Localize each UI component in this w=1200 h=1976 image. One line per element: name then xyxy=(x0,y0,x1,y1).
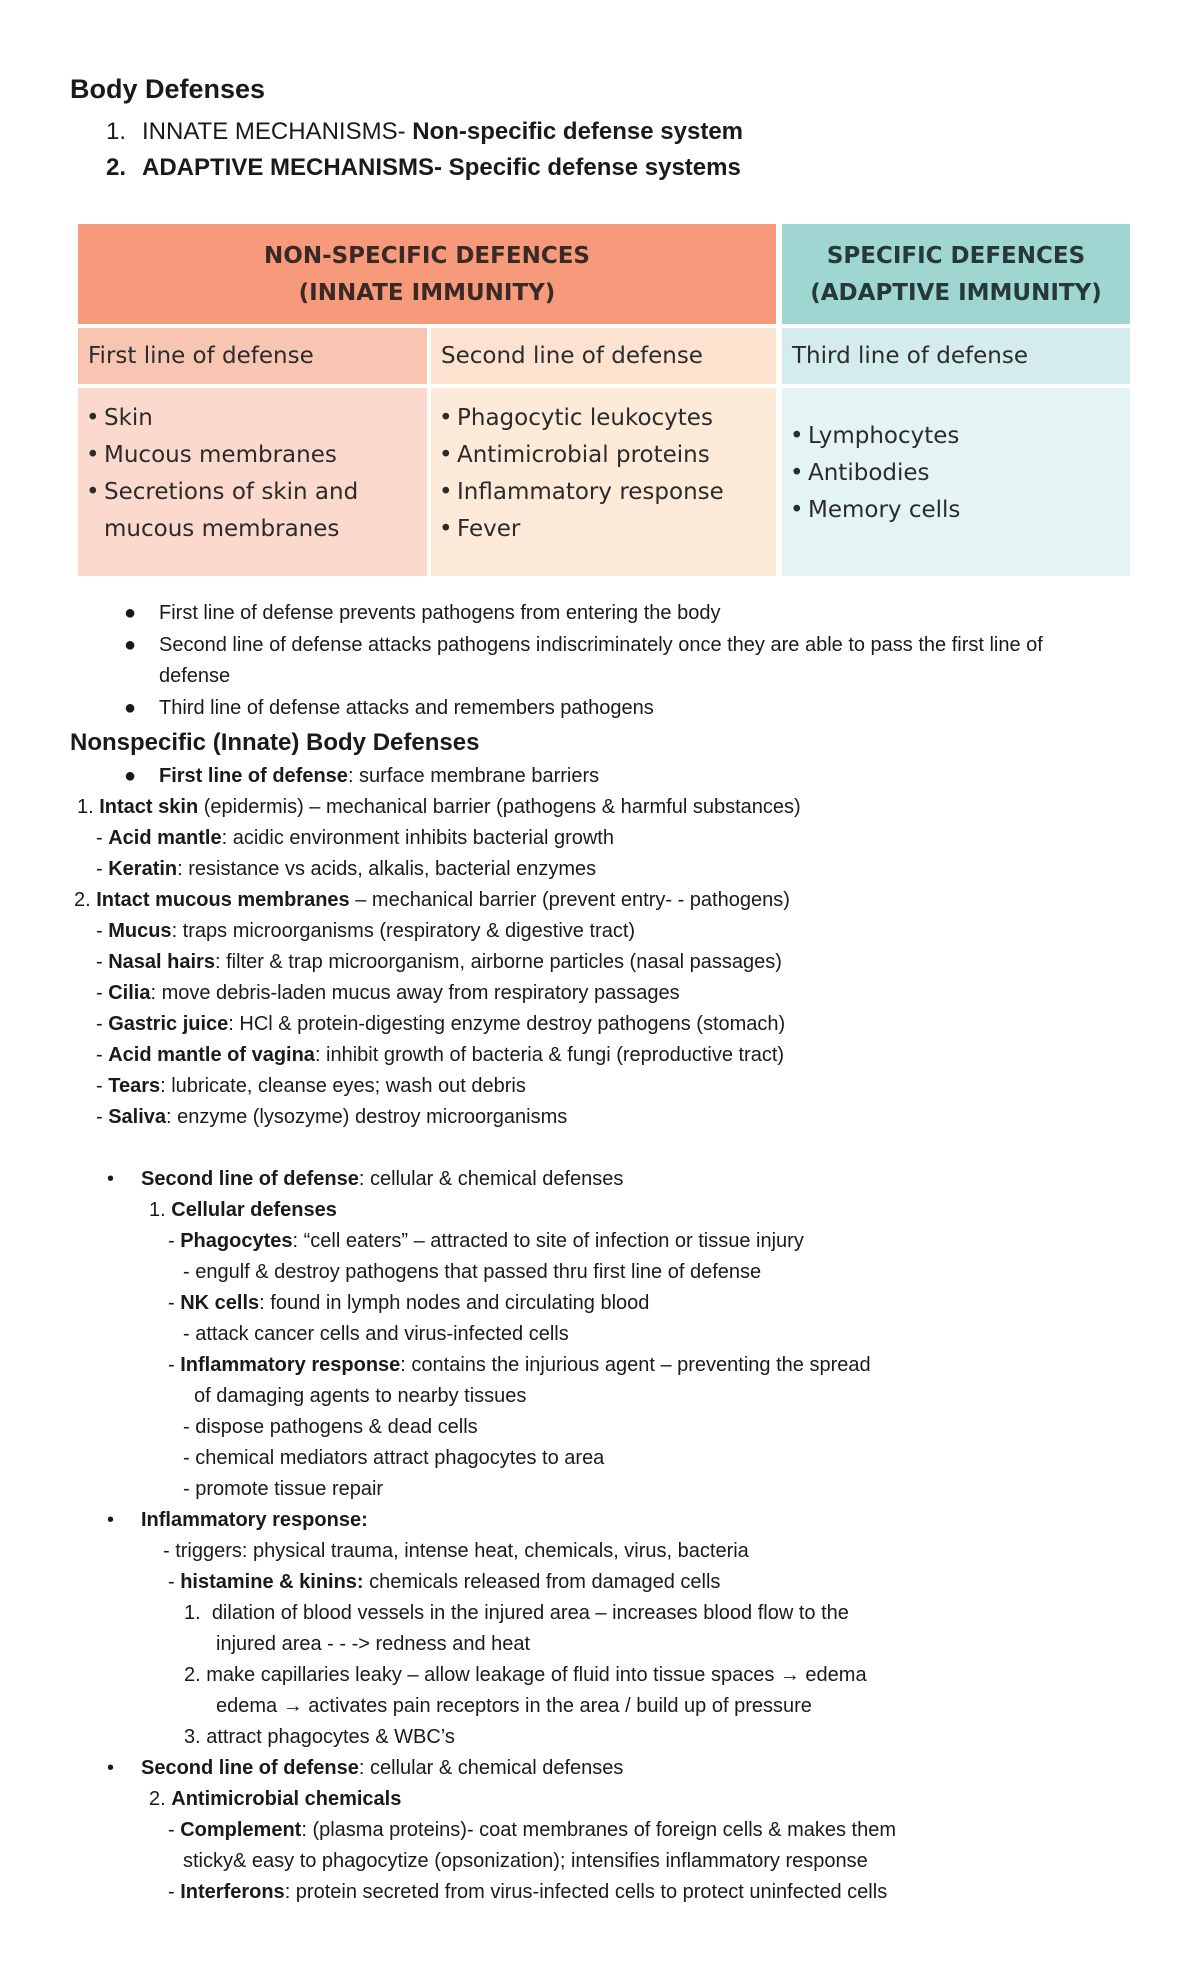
saliva: - Saliva: enzyme (lysozyme) destroy microorganisms xyxy=(96,1106,568,1128)
acid-mantle-vagina: - Acid mantle of vagina: inhibit growth of bacteria & fungi (reproductive tract) xyxy=(96,1044,785,1066)
nonspecific-header: NON-SPECIFIC DEFENCES (INNATE IMMUNITY) xyxy=(78,224,776,324)
cellular-defenses: 1. Cellular defenses xyxy=(149,1199,337,1221)
third-line-items xyxy=(782,388,1130,576)
effect-2-cont: edema → activates pain receptors in the area / build up of pressure xyxy=(216,1695,812,1717)
tears: - Tears: lubricate, cleanse eyes; wash out debris xyxy=(96,1075,526,1097)
acid-mantle: - Acid mantle: acidic environment inhibits bacterial growth xyxy=(96,827,614,849)
nasal-hairs: - Nasal hairs: filter & trap microorganism, airborne particles (nasal passages) xyxy=(96,951,782,973)
inflammatory-heading: Inflammatory response: xyxy=(141,1509,368,1531)
inflammatory-detail: - promote tissue repair xyxy=(183,1478,384,1500)
bullet-dot: • xyxy=(107,1509,115,1531)
bullet-dot: ● xyxy=(124,634,137,656)
list-item: • Fever xyxy=(431,511,776,548)
list-item: • Skin xyxy=(78,400,427,437)
summary-second-line-cont: defense xyxy=(159,665,231,687)
first-line-barriers: First line of defense: surface membrane barriers xyxy=(159,765,600,787)
summary-third-line: Third line of defense attacks and remembers pathogens xyxy=(159,697,654,719)
list-item: • Antimicrobial proteins xyxy=(431,437,776,474)
histamine-kinins: - histamine & kinins: chemicals released from damaged cells xyxy=(168,1571,721,1593)
list-item: • Memory cells xyxy=(782,492,1130,529)
bullet-dot: ● xyxy=(124,765,137,787)
phagocytes-detail: - engulf & destroy pathogens that passed thru first line of defense xyxy=(183,1261,762,1283)
intact-mucous-membranes: 2. Intact mucous membranes – mechanical barrier (prevent entry- - pathogens) xyxy=(74,889,790,911)
triggers: - triggers: physical trauma, intense heat, chemicals, virus, bacteria xyxy=(163,1540,749,1562)
inflammatory-response-cont: of damaging agents to nearby tissues xyxy=(194,1385,527,1407)
complement-cont: sticky& easy to phagocytize (opsonization); intensifies inflammatory response xyxy=(183,1850,868,1872)
list-item: 2. ADAPTIVE MECHANISMS- Specific defense systems xyxy=(106,154,741,181)
inflammatory-detail: - dispose pathogens & dead cells xyxy=(183,1416,478,1438)
effect-2: 2. make capillaries leaky – allow leakage of fluid into tissue spaces → edema xyxy=(184,1664,867,1686)
effect-1: 1. dilation of blood vessels in the injured area – increases blood flow to the xyxy=(184,1602,849,1624)
bullet-dot: • xyxy=(107,1168,115,1190)
list-item: 1. INNATE MECHANISMS- Non-specific defense system xyxy=(106,118,744,145)
list-item: • Phagocytic leukocytes xyxy=(431,400,776,437)
list-item-continuation: mucous membranes xyxy=(104,516,340,542)
second-line-items xyxy=(431,388,776,576)
second-line-heading-2: Second line of defense: cellular & chemical defenses xyxy=(141,1757,624,1779)
second-line-heading: Second line of defense: cellular & chemical defenses xyxy=(141,1168,624,1190)
complement: - Complement: (plasma proteins)- coat membranes of foreign cells & makes them xyxy=(168,1819,897,1841)
bullet-dot: • xyxy=(107,1757,115,1779)
first-line-title: First line of defense xyxy=(78,328,427,384)
gastric-juice: - Gastric juice: HCl & protein-digesting enzyme destroy pathogens (stomach) xyxy=(96,1013,786,1035)
summary-second-line: Second line of defense attacks pathogens indiscriminately once they are able to pass the first line of xyxy=(159,634,1043,656)
nonspecific-heading: Nonspecific (Innate) Body Defenses xyxy=(70,729,480,756)
list-item: • Inflammatory response xyxy=(431,474,776,511)
effect-1-cont: injured area - - -> redness and heat xyxy=(216,1633,531,1655)
bullet-dot: ● xyxy=(124,697,137,719)
list-item: • Antibodies xyxy=(782,455,1130,492)
defenses-table xyxy=(78,224,1130,576)
keratin: - Keratin: resistance vs acids, alkalis, bacterial enzymes xyxy=(96,858,597,880)
cilia: - Cilia: move debris-laden mucus away from respiratory passages xyxy=(96,982,680,1004)
phagocytes: - Phagocytes: “cell eaters” – attracted to site of infection or tissue injury xyxy=(168,1230,804,1252)
list-item: • Mucous membranes xyxy=(78,437,427,474)
mechanism-list xyxy=(106,114,743,186)
nk-cells-detail: - attack cancer cells and virus-infected cells xyxy=(183,1323,569,1345)
bullet-dot: ● xyxy=(124,602,137,624)
mucus: - Mucus: traps microorganisms (respiratory & digestive tract) xyxy=(96,920,636,942)
list-item: • Secretions of skin and xyxy=(78,474,427,511)
effect-3: 3. attract phagocytes & WBC’s xyxy=(184,1726,455,1748)
summary-first-line: First line of defense prevents pathogens from entering the body xyxy=(159,602,721,624)
third-line-title: Third line of defense xyxy=(782,328,1130,384)
second-line-title: Second line of defense xyxy=(431,328,776,384)
inflammatory-detail: - chemical mediators attract phagocytes to area xyxy=(183,1447,605,1469)
inflammatory-response-item: - Inflammatory response: contains the injurious agent – preventing the spread xyxy=(168,1354,871,1376)
first-line-items xyxy=(78,388,427,576)
document-title: Body Defenses xyxy=(70,74,266,104)
list-item: • Lymphocytes xyxy=(782,418,1130,455)
specific-header: SPECIFIC DEFENCES (ADAPTIVE IMMUNITY) xyxy=(782,224,1130,324)
nk-cells: - NK cells: found in lymph nodes and circulating blood xyxy=(168,1292,650,1314)
interferons: - Interferons: protein secreted from virus-infected cells to protect uninfected cells xyxy=(168,1881,888,1903)
antimicrobial-chemicals: 2. Antimicrobial chemicals xyxy=(149,1788,402,1810)
intact-skin: 1. Intact skin (epidermis) – mechanical barrier (pathogens & harmful substances) xyxy=(77,796,801,818)
